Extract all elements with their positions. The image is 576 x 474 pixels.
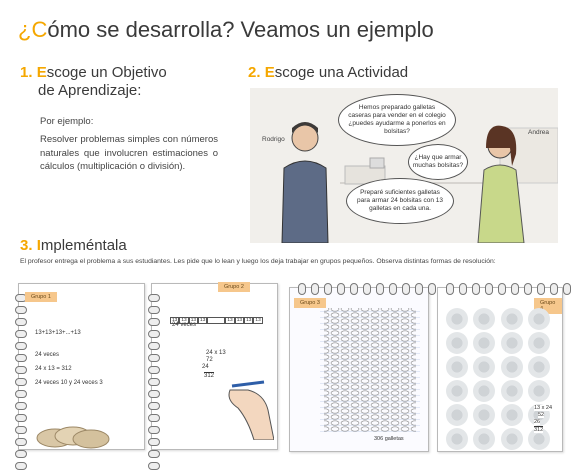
speaker-rodrigo: Rodrigo [262, 136, 285, 143]
box-1: 13 [172, 318, 178, 323]
box-8: 13 [255, 318, 261, 323]
speech-bubble-3: Preparé suficientes galletas para armar 24 bolsitas con 13 galletas en cada una. [346, 178, 454, 224]
objective-text: Resolver problemas simples con números naturales que involucren estimaciones o cálculos (multiplicación o división). [40, 134, 218, 172]
group-1-card [18, 283, 145, 450]
step-3-heading: 3. Impleméntala [20, 237, 127, 254]
box-3: 13 [190, 318, 197, 323]
speech-bubble-2: ¿Hay que armar muchas bolsitas? [408, 144, 468, 180]
group-1-tag: Grupo 1 [25, 292, 57, 302]
box-4: 13 [200, 318, 206, 323]
spiral-binding [15, 294, 25, 474]
cookies-image [33, 424, 113, 450]
group-2-mult-a: 24 x 13 [206, 350, 226, 356]
group-1-line-1: 13+13+13+...+13 [35, 330, 81, 336]
implementation-instructions: El profesor entrega el problema a sus estudiantes. Les pide que lo lean y luego los deja trabajar en grupos pequeños. Observa distintas formas de resolución: [20, 258, 496, 265]
box-5: 13 [227, 318, 233, 323]
group-2-mult-c: 24 [202, 364, 209, 370]
group-2-card [151, 283, 278, 450]
group-3-card [289, 287, 429, 452]
hand-with-pencil-image [224, 380, 274, 440]
group-4-mult-a: 13 x 24 [534, 405, 553, 411]
activity-scene [250, 88, 558, 243]
speech-bubble-1: Hemos preparado galletas caseras para vender en el colegio ¿puedes ayudarme a ponerlos en bolsitas? [338, 94, 456, 146]
group-1-line-2: 24 veces [35, 352, 60, 358]
group-1-line-3: 24 x 13 = 312 [35, 366, 72, 372]
group-3-tag: Grupo 3 [294, 298, 326, 308]
cookie-grid-image [320, 306, 420, 434]
group-2-label: 24 veces [172, 322, 197, 328]
group-4-mult-b: 52 [538, 412, 545, 418]
box-6: 13 [236, 318, 243, 323]
box-2: 13 [181, 318, 187, 323]
group-2-tag: Grupo 2 [218, 282, 250, 292]
spiral-binding [298, 283, 436, 295]
group-4-mult-d: 312 [534, 427, 544, 433]
box-gap [207, 317, 225, 324]
step-1-heading-line2: de Aprendizaje: [38, 82, 142, 99]
spiral-binding [446, 283, 571, 295]
group-2-mult-b: 72 [206, 357, 213, 363]
group-4-card [437, 287, 563, 452]
group-3-total: 306 galletas [374, 436, 404, 442]
box-7: 13 [246, 318, 252, 323]
objective-intro: Por ejemplo: [40, 116, 94, 127]
group-2-mult-d: 312 [204, 373, 215, 379]
spiral-binding [148, 294, 158, 474]
speaker-andrea: Andrea [528, 129, 549, 136]
step-2-heading: 2. Escoge una Actividad [248, 64, 409, 81]
group-1-line-4: 24 veces 10 y 24 veces 3 [35, 380, 103, 386]
step-1-heading: 1. Escoge un Objetivo de Aprendizaje: [20, 64, 167, 99]
group-4-mult-c: 26 [534, 419, 541, 425]
page-title: ¿Cómo se desarrolla? Veamos un ejemplo [18, 17, 434, 42]
group-4-tag: Grupo [534, 298, 562, 314]
